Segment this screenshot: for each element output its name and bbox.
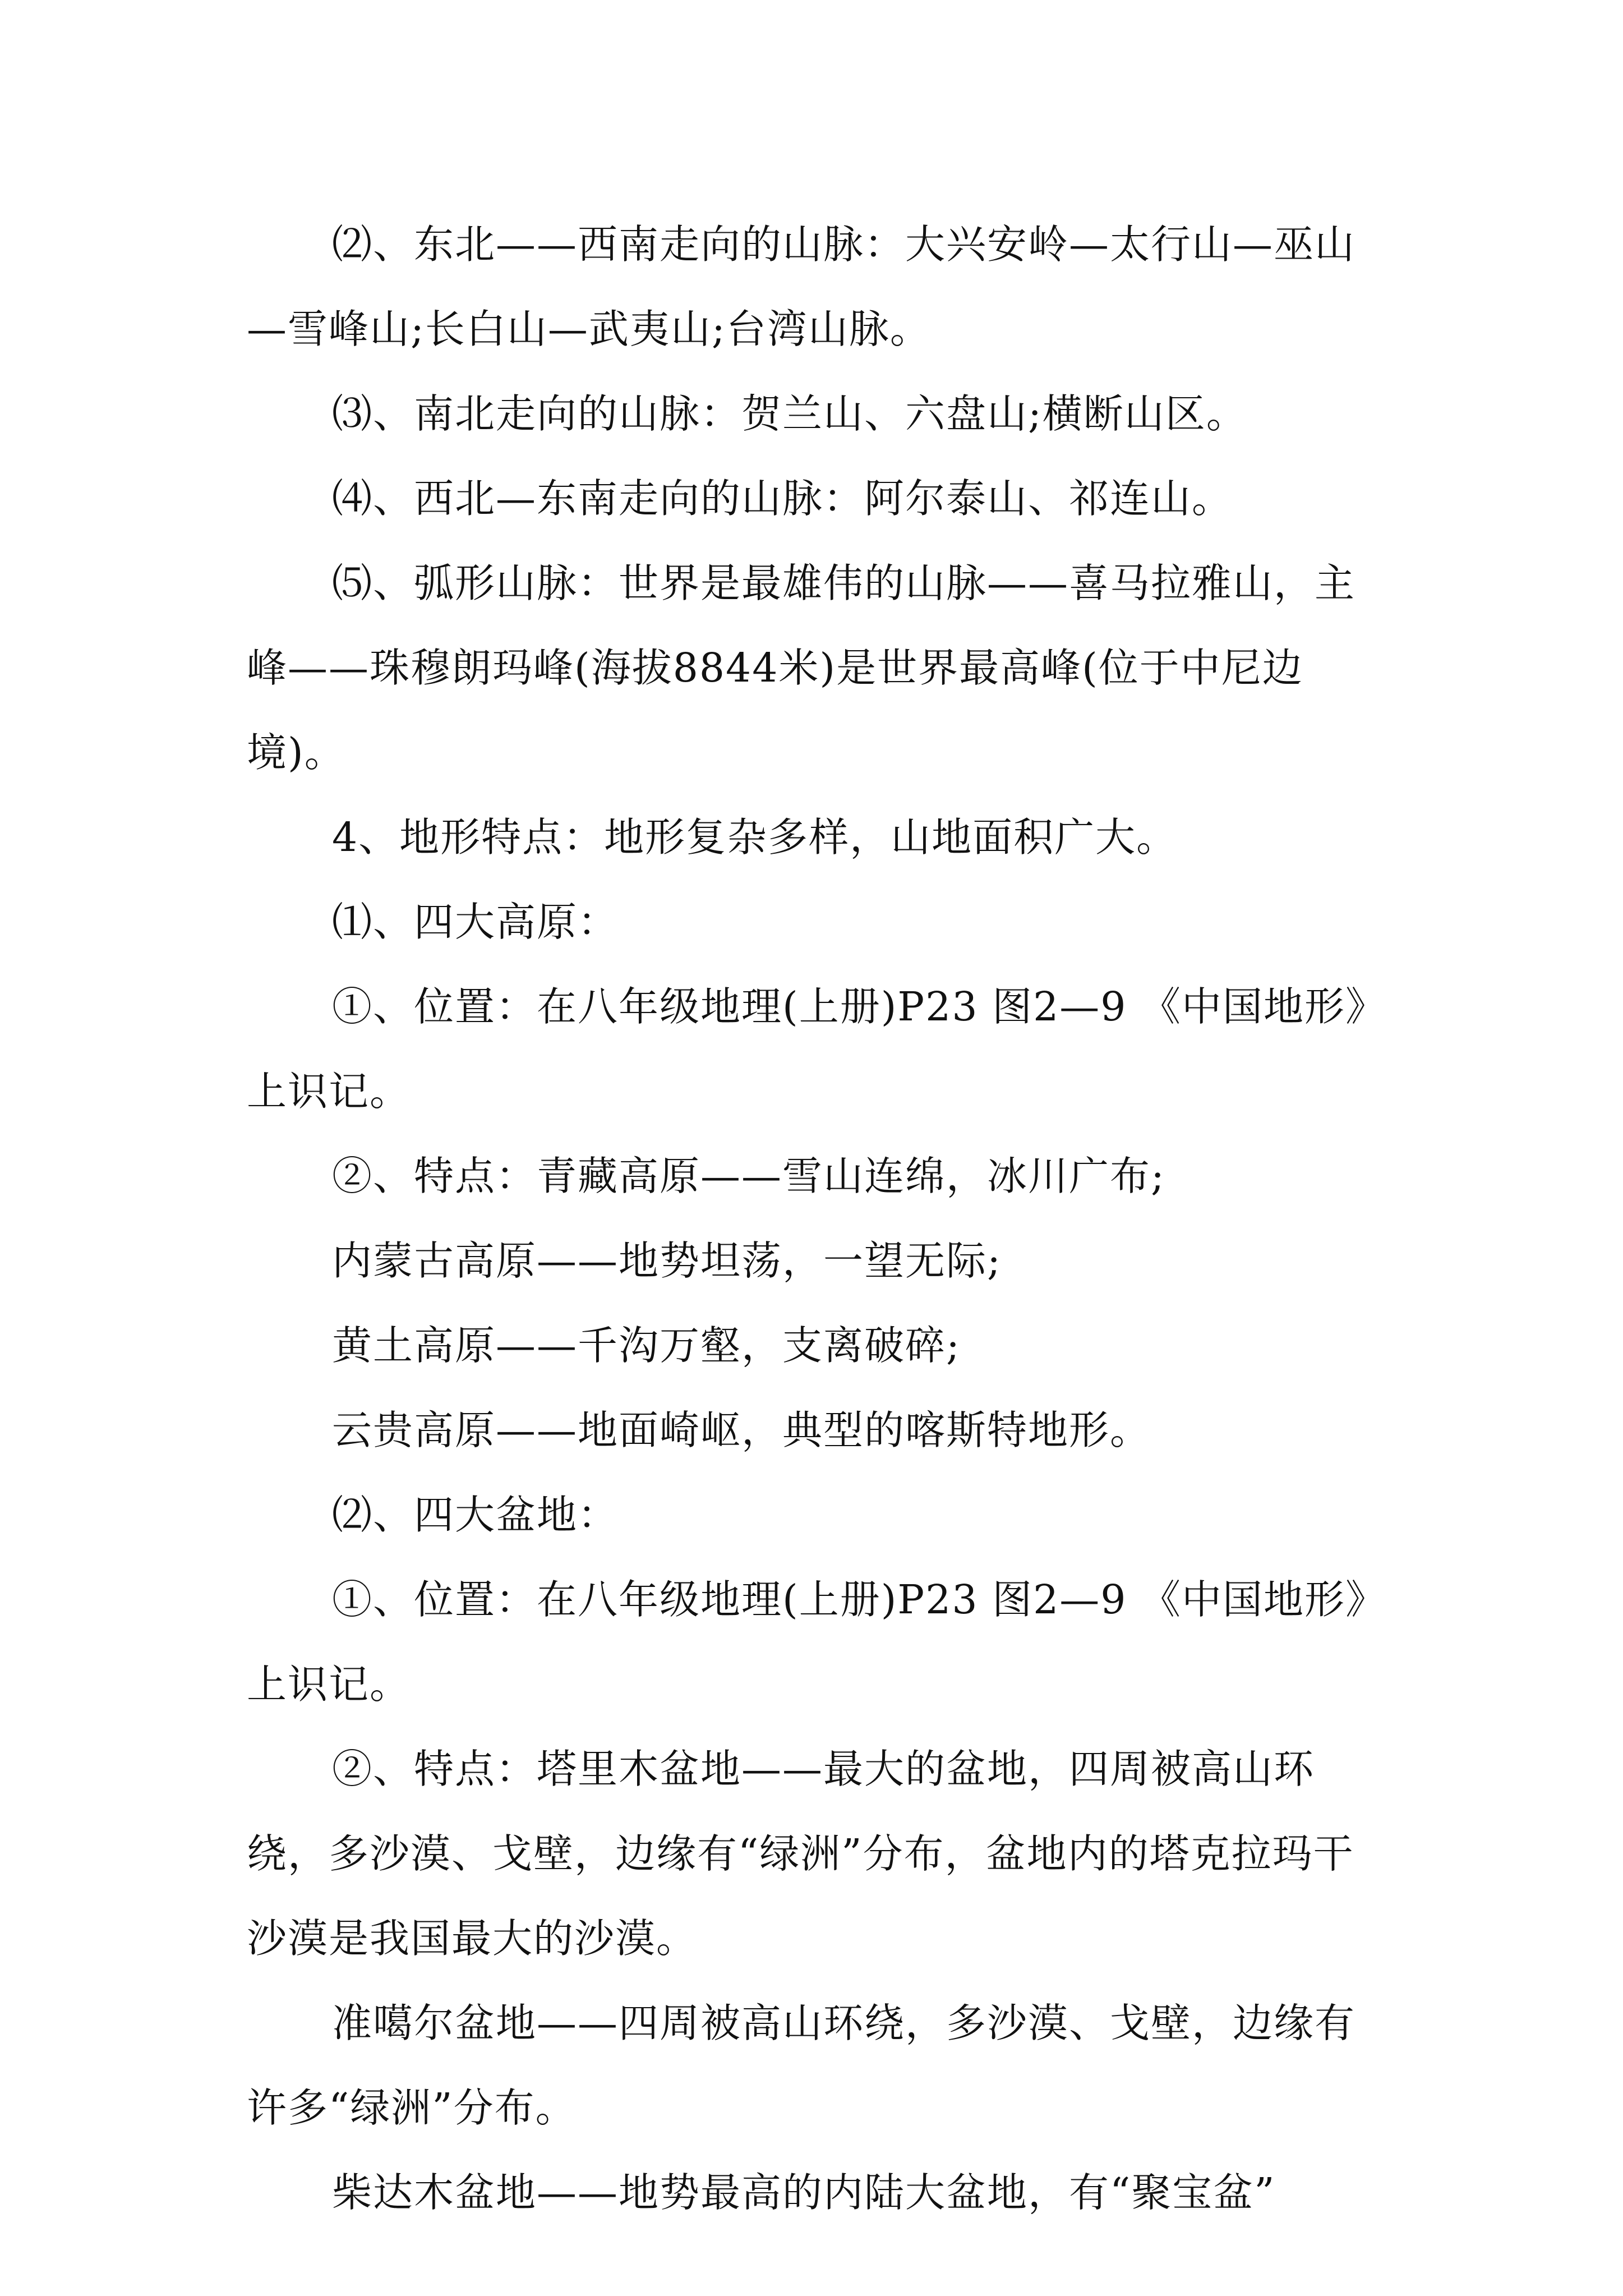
paragraph-inner-mongolia-plateau: 内蒙古高原——地势坦荡，一望无际; (332, 1237, 1002, 1284)
paragraph-plateaus-location: ①、位置：在八年级地理(上册)P23 图2—9 《中国地形》上识记。 (247, 983, 1367, 1115)
paragraph-ne-sw-mountains: ⑵、东北——西南走向的山脉：大兴安岭—太行山—巫山—雪峰山;长白山—武夷山;台湾山脉。 (247, 221, 1356, 352)
paragraph-yungui-plateau: 云贵高原——地面崎岖，典型的喀斯特地形。 (332, 1407, 1151, 1453)
paragraph-basins-location: ①、位置：在八年级地理(上册)P23 图2—9 《中国地形》上识记。 (247, 1576, 1367, 1708)
paragraph-loess-plateau: 黄土高原——千沟万壑，支离破碎; (332, 1322, 961, 1369)
paragraph-arc-mountains: ⑸、弧形山脉：世界是最雄伟的山脉——喜马拉雅山，主峰——珠穆朗玛峰(海拔8844米)是世界最高峰(位于中尼边境)。 (247, 560, 1356, 776)
paragraph-four-plateaus-heading: ⑴、四大高原： (332, 899, 619, 945)
document-body (247, 202, 1380, 2235)
paragraph-terrain-features: 4、地形特点：地形复杂多样，山地面积广大。 (332, 814, 1178, 861)
paragraph-tarim-basin: ②、特点：塔里木盆地——最大的盆地，四周被高山环绕，多沙漠、戈壁，边缘有“绿洲”分布，盆地内的塔克拉玛干沙漠是我国最大的沙漠。 (247, 1746, 1354, 1962)
paragraph-plateaus-features: ②、特点：青藏高原——雪山连绵，冰川广布; (332, 1153, 1165, 1199)
paragraph-n-s-mountains: ⑶、南北走向的山脉：贺兰山、六盘山;横断山区。 (332, 390, 1247, 437)
paragraph-junggar-basin: 准噶尔盆地——四周被高山环绕，多沙漠、戈壁，边缘有许多“绿洲”分布。 (247, 2000, 1356, 2131)
paragraph-nw-se-mountains: ⑷、西北—东南走向的山脉：阿尔泰山、祁连山。 (332, 475, 1233, 522)
paragraph-qaidam-basin: 柴达木盆地——地势最高的内陆大盆地，有“聚宝盆” (332, 2169, 1276, 2216)
paragraph-four-basins-heading: ⑵、四大盆地： (332, 1492, 619, 1538)
